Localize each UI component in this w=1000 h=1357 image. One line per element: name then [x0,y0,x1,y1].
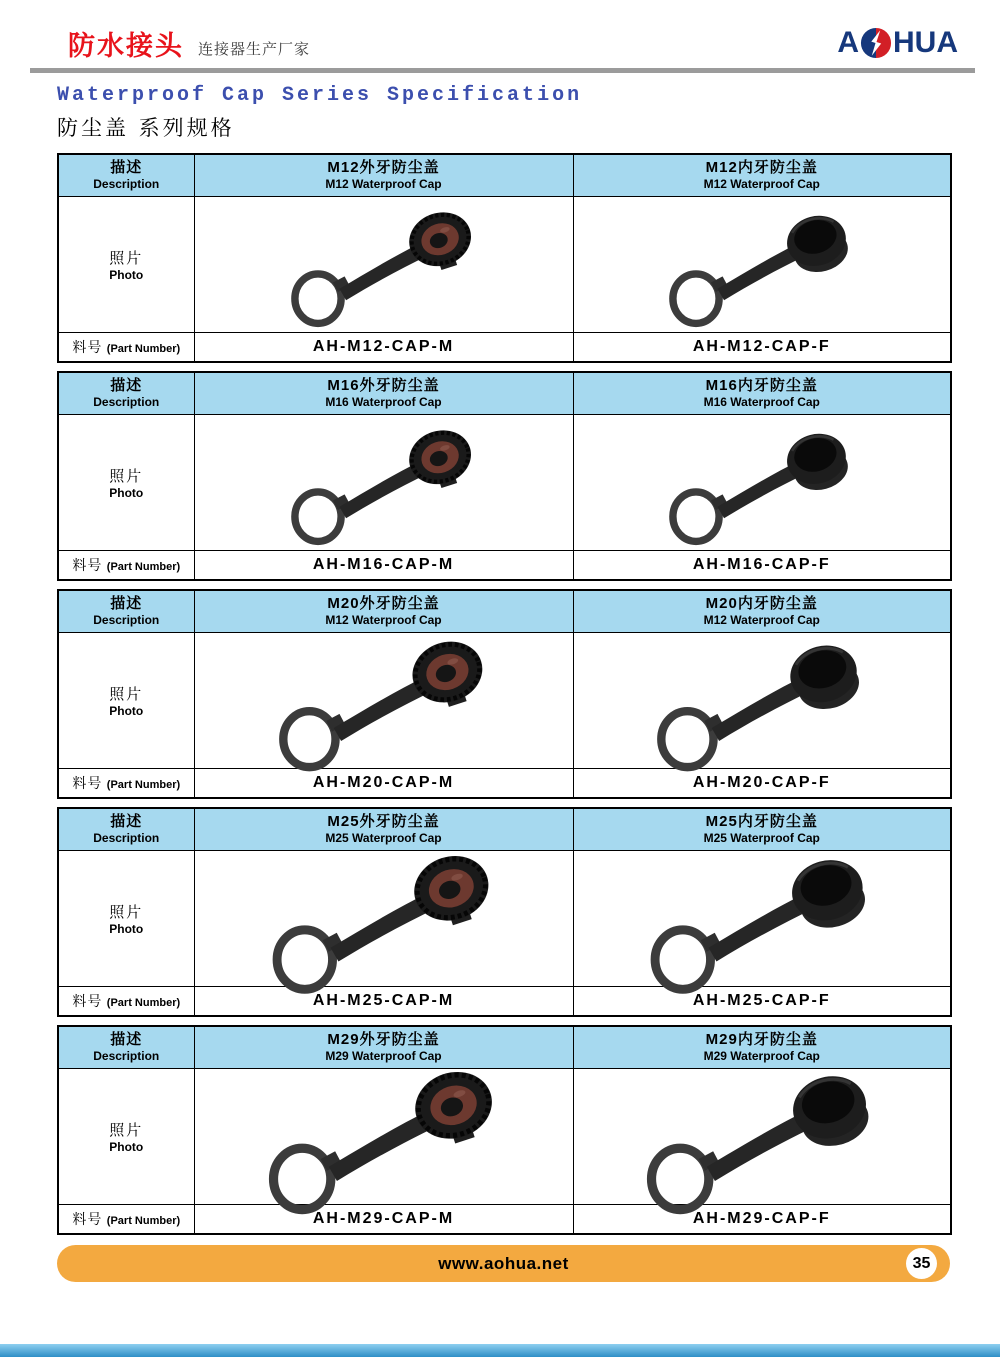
female-photo-cell [573,632,951,768]
male-photo-cell [194,414,573,550]
photo-label-cn: 照片 [109,1121,144,1139]
photo-label-en: Photo [109,1139,144,1154]
photo-label-cell [58,632,194,768]
desc-header-cell [58,154,194,196]
spec-table [57,807,952,1017]
photo-label-cn: 照片 [109,249,144,267]
male-part-cell: AH-M16-CAP-M [194,550,573,580]
male-photo-cell [194,196,573,332]
tables-container [0,153,1000,1235]
male-cap-photo [234,416,534,548]
female-cap-photo [576,1054,948,1218]
female-photo-cell [573,1068,951,1204]
female-title-en: M16 Waterproof Cap [703,395,820,410]
desc-header-cell [58,372,194,414]
female-photo-cell [573,414,951,550]
part-label-cn: 料号 [72,774,103,791]
part-label-cn: 料号 [72,556,103,573]
part-label-cell [58,332,194,362]
male-title-en: M29 Waterproof Cap [325,1049,442,1064]
photo-label-cn: 照片 [109,685,144,703]
female-part-cell: AH-M29-CAP-F [573,1204,951,1234]
desc-header-cell [58,808,194,850]
table-part-row [58,332,951,362]
male-photo-cell [194,850,573,986]
brand-title: 防水接头 [68,30,184,62]
female-header-cell [573,154,951,196]
female-title-cn: M16内牙防尘盖 [705,377,818,395]
male-title-cn: M12外牙防尘盖 [327,159,440,177]
male-title-cn: M29外牙防尘盖 [327,1031,440,1049]
logo-text-suffix: HUA [893,26,958,59]
part-label-cell [58,768,194,798]
page-title-cn: 防尘盖 系列规格 [57,116,235,140]
photo-label-en: Photo [109,485,144,500]
part-label-en: (Part Number) [106,996,181,1009]
desc-label-en: Description [93,613,160,628]
part-label-cn: 料号 [72,992,103,1009]
footer-bar [57,1245,950,1282]
photo-label-en: Photo [109,267,144,282]
female-title-cn: M12内牙防尘盖 [705,159,818,177]
male-header-cell [194,372,573,414]
header-divider [30,68,975,73]
desc-label-cn: 描述 [110,813,143,831]
table-header-row [58,372,951,414]
female-title-en: M25 Waterproof Cap [703,831,820,846]
desc-label-en: Description [93,1049,160,1064]
part-label-cell [58,1204,194,1234]
female-title-cn: M29内牙防尘盖 [705,1031,818,1049]
male-part-cell: AH-M29-CAP-M [194,1204,573,1234]
part-label-cn: 料号 [72,1210,103,1227]
desc-label-cn: 描述 [110,159,143,177]
male-part-cell: AH-M25-CAP-M [194,986,573,1016]
female-cap-photo [612,198,912,330]
female-part-cell: AH-M25-CAP-F [573,986,951,1016]
male-cap-photo [204,839,564,997]
female-title-en: M12 Waterproof Cap [703,177,820,192]
desc-label-cn: 描述 [110,595,143,613]
male-title-en: M12 Waterproof Cap [325,177,442,192]
table-photo-row [58,1068,951,1204]
aohua-logo [837,26,958,60]
male-photo-cell [194,1068,573,1204]
part-label-cell [58,986,194,1016]
spec-table [57,589,952,799]
bottom-strip [0,1344,1000,1357]
footer-url: www.aohua.net [438,1253,569,1273]
spec-table [57,371,952,581]
male-cap-photo [234,198,534,330]
male-title-cn: M25外牙防尘盖 [327,813,440,831]
female-part-cell: AH-M16-CAP-F [573,550,951,580]
female-cap-photo [592,625,931,774]
female-header-cell [573,372,951,414]
desc-label-en: Description [93,395,160,410]
male-header-cell [194,154,573,196]
table-photo-row [58,632,951,768]
photo-label-cell [58,196,194,332]
photo-label-cn: 照片 [109,467,144,485]
photo-label-cell [58,850,194,986]
part-label-en: (Part Number) [106,560,181,573]
spec-table [57,1025,952,1235]
male-part-cell: AH-M20-CAP-M [194,768,573,798]
male-title-en: M25 Waterproof Cap [325,831,442,846]
table-photo-row [58,850,951,986]
female-part-cell: AH-M12-CAP-F [573,332,951,362]
female-photo-cell [573,196,951,332]
male-title-cn: M16外牙防尘盖 [327,377,440,395]
part-label-en: (Part Number) [106,778,181,791]
page-header [0,0,1000,60]
female-title-cn: M25内牙防尘盖 [705,813,818,831]
male-cap-photo [214,625,553,774]
table-photo-row [58,414,951,550]
female-title-cn: M20内牙防尘盖 [705,595,818,613]
logo-text-prefix: A [837,26,859,59]
photo-label-en: Photo [109,921,144,936]
page-number-badge: 35 [906,1248,937,1279]
brand-subtitle: 连接器生产厂家 [198,39,311,58]
logo-circle-icon [860,27,892,59]
female-part-cell: AH-M20-CAP-F [573,768,951,798]
photo-label-cn: 照片 [109,903,144,921]
female-title-en: M12 Waterproof Cap [703,613,820,628]
desc-header-cell [58,590,194,632]
male-cap-photo [198,1054,570,1218]
page-title-en: Waterproof Cap Series Specification [57,84,583,107]
male-part-cell: AH-M12-CAP-M [194,332,573,362]
male-photo-cell [194,632,573,768]
female-photo-cell [573,850,951,986]
male-title-en: M16 Waterproof Cap [325,395,442,410]
female-cap-photo [582,839,942,997]
spec-table [57,153,952,363]
male-title-en: M12 Waterproof Cap [325,613,442,628]
part-label-en: (Part Number) [106,1214,181,1227]
part-label-cell [58,550,194,580]
photo-label-en: Photo [109,703,144,718]
photo-label-cell [58,1068,194,1204]
desc-label-en: Description [93,177,160,192]
female-cap-photo [612,416,912,548]
part-label-cn: 料号 [72,338,103,355]
table-header-row [58,154,951,196]
part-label-en: (Part Number) [106,342,181,355]
photo-label-cell [58,414,194,550]
desc-label-cn: 描述 [110,1031,143,1049]
table-photo-row [58,196,951,332]
desc-label-cn: 描述 [110,377,143,395]
desc-label-en: Description [93,831,160,846]
female-title-en: M29 Waterproof Cap [703,1049,820,1064]
desc-header-cell [58,1026,194,1068]
table-part-row [58,550,951,580]
male-title-cn: M20外牙防尘盖 [327,595,440,613]
